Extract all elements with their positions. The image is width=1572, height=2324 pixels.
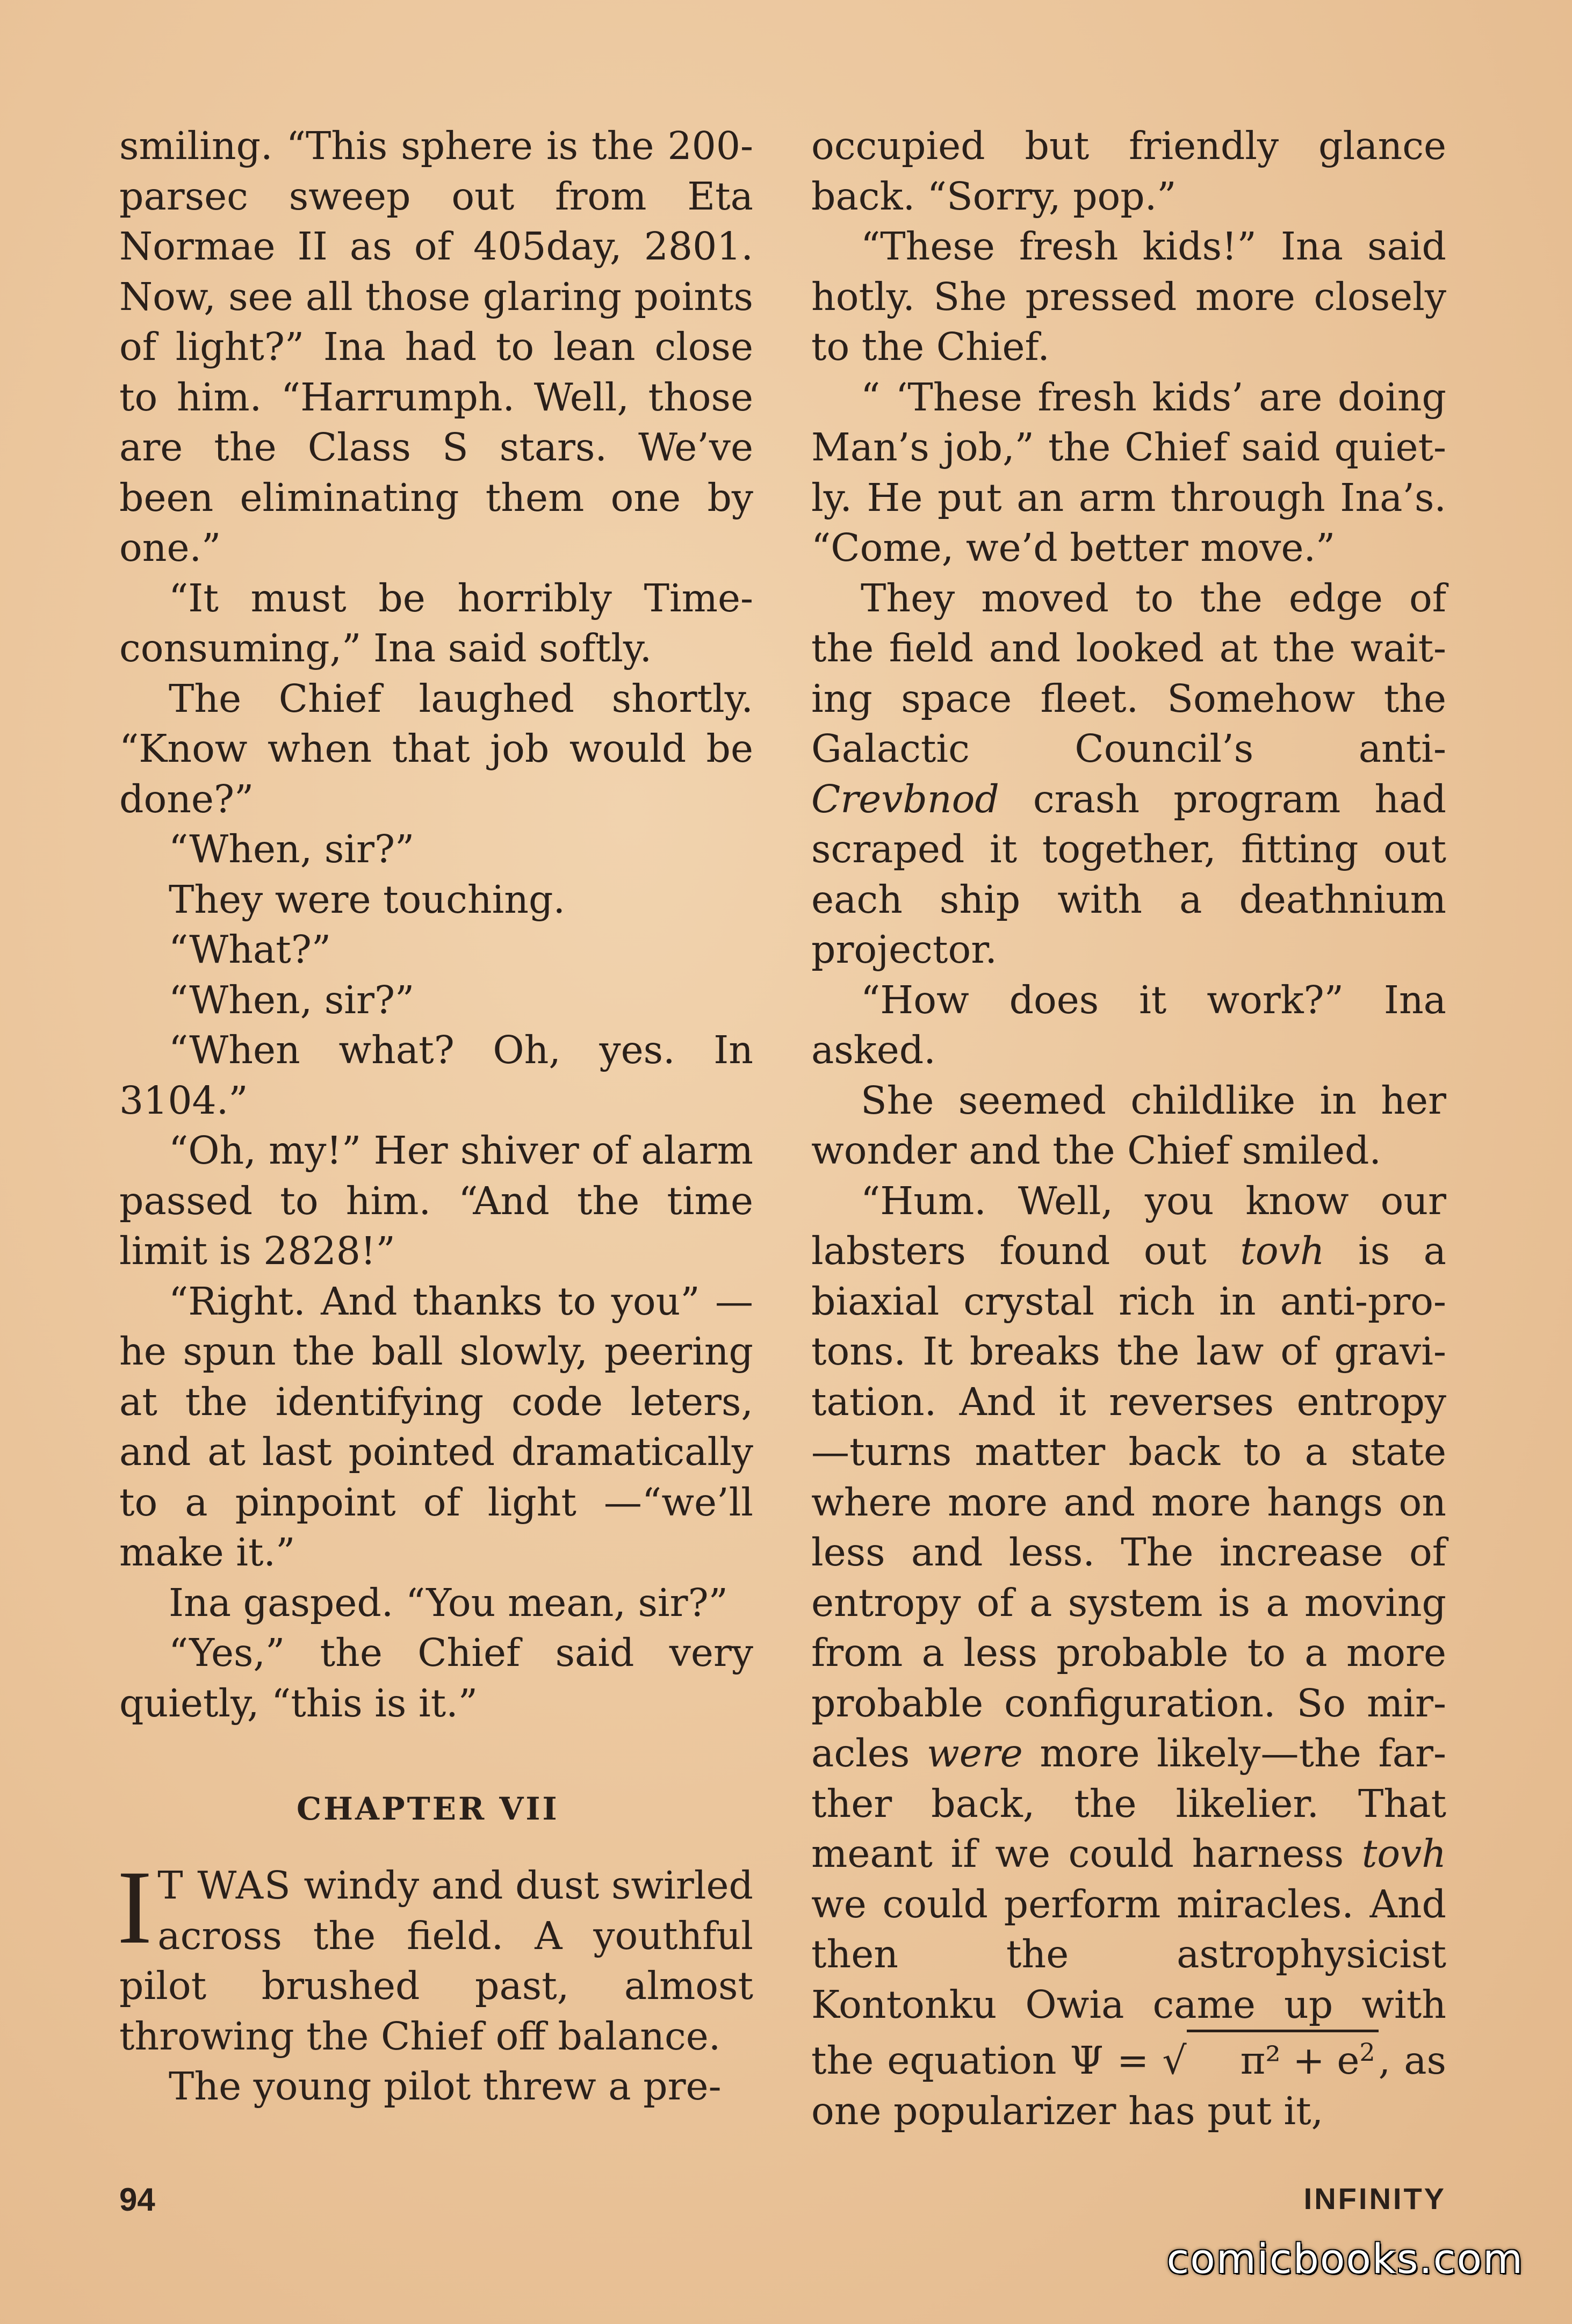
- equation-exponent: 2: [1359, 2038, 1375, 2067]
- paragraph: She seemed childlike in her wonder and the Chief smiled.: [811, 1078, 1446, 1173]
- paragraph: “What?”: [169, 927, 331, 972]
- emphasis-word: tovh: [1361, 1831, 1446, 1876]
- paragraph: “When, sir?”: [169, 977, 415, 1022]
- paragraph: [811, 573, 1446, 975]
- paragraph-text: “Hum. Well, you know our labsters found out: [811, 1178, 1446, 1273]
- paragraph-text: , as one popularizer has put it,: [811, 2038, 1446, 2133]
- page-number: 94: [119, 2182, 155, 2218]
- paragraph: The young pilot threw a pre-: [169, 2064, 722, 2109]
- paragraph-text: more likely—the farther back, the likelier. That meant if we could harness: [811, 1731, 1446, 1876]
- paragraph-text: They moved to the edge of the field and looked at the waiting space fleet. Somehow the Galactic Council’s anti-: [811, 575, 1446, 771]
- emphasis-word: Crevbnod: [811, 776, 999, 821]
- paragraph: “When what? Oh, yes. In 3104.”: [119, 1028, 753, 1123]
- equation-lhs: Ψ = √: [1070, 2038, 1187, 2083]
- page-footer: [119, 2181, 1446, 2224]
- emphasis-word: tovh: [1240, 1229, 1325, 1273]
- paragraph: Ina gasped. “You mean, sir?”: [169, 1580, 728, 1625]
- watermark: comicbooks.com: [1166, 2235, 1524, 2283]
- emphasis-word: were: [926, 1731, 1023, 1776]
- chapter-opening-paragraph: [117, 1849, 753, 2061]
- paragraph: “Right. And thanks to you” —he spun the ball slowly, peering at the identifying code leters, and at last pointed dramatically to a pinpoint of light —“we’ll make it.”: [119, 1279, 753, 1575]
- paragraph: “Yes,” the Chief said very quietly, “this is it.”: [119, 1630, 753, 1726]
- paragraph-text: windy and dust swirled across the field. A youthful pilot brushed past, almost throwing the Chief off balance.: [119, 1863, 753, 2059]
- paragraph: “These fresh kids!” Ina said hotly. She pressed more closely to the Chief.: [811, 224, 1446, 369]
- paragraph: “How does it work?” Ina asked.: [811, 977, 1446, 1072]
- chapter-heading: CHAPTER VII: [297, 1791, 559, 1827]
- paragraph: smiling. “This sphere is the 200-parsec sweep out from Eta Normae II as of 405day, 2801. Now, see all those glaring points of light?” Ina had to lean close to him. “Harrumph. Well, those are the Class S stars. We’ve been eliminating them one by one.”: [119, 124, 753, 570]
- paragraph-text: is a biaxial crystal rich in anti-protons. It breaks the law of gravitation. And it reverses entropy —turns matter back to a state where more and more hangs on less and less. The increase of entropy of a system is a moving from a less probable to a more probable configuration. So miracles: [811, 1229, 1446, 1776]
- paragraph-text: crash program had scraped it together, fitting out each ship with a deathnium projector.: [811, 776, 1446, 972]
- small-caps-opening: T WAS: [157, 1863, 292, 1908]
- paragraph: “Oh, my!” Her shiver of alarm passed to him. “And the time limit is 2828!”: [119, 1128, 753, 1273]
- equation: [1070, 2038, 1379, 2083]
- paragraph: They were touching.: [169, 877, 566, 922]
- left-column: [119, 121, 753, 2112]
- running-head: INFINITY: [1303, 2182, 1446, 2215]
- paragraph: “ ‘These fresh kids’ are doing Man’s job,” the Chief said quietly. He put an arm through Ina’s. “Come, we’d better move.”: [811, 374, 1446, 570]
- paragraph: “When, sir?”: [169, 827, 415, 871]
- paragraph: “It must be horribly Time-consuming,” Ina said softly.: [119, 575, 753, 670]
- right-column: [811, 121, 1446, 2136]
- paragraph: [811, 1176, 1446, 2137]
- paragraph: occupied but friendly glance back. “Sorry, pop.”: [811, 124, 1446, 219]
- drop-cap: I: [117, 1849, 153, 1966]
- equation-radicand: $\pi^2 + e^2$: [1187, 2030, 1379, 2081]
- paragraph-text: we could perform miracles. And then the astrophysicist Kontonku Owia came up with the equation: [811, 1881, 1446, 2083]
- paragraph: The Chief laughed shortly. “Know when that job would be done?”: [119, 676, 753, 821]
